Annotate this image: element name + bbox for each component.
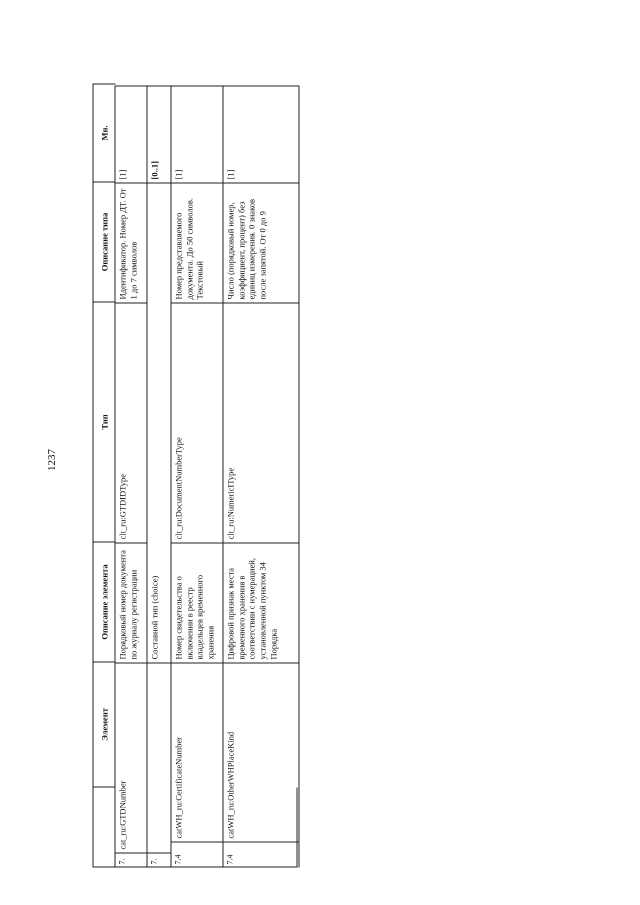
row-element: cat_ru:GTDNumber [116, 663, 148, 853]
row-type: clt_ru:GTDIDType [116, 303, 148, 543]
row-description: Порядковый номер документа по журналу регистрации [116, 543, 148, 663]
row-type-description: Идентификатор. Номер ДТ. От 1 до 7 символов [116, 183, 148, 303]
row-number: 7.4 [172, 842, 224, 868]
table-row [171, 86, 224, 868]
row-number: 7. [148, 853, 172, 868]
row-description: Цифровой признак места временного хранения в соответствии с нумерацией, установленной пунктом 34 Порядка [224, 543, 299, 663]
row-description: Номер свидетельства о включении в реестр владельцев временного хранения [172, 543, 224, 663]
row-multiplicity: [1] [116, 86, 148, 183]
row-description: Составной тип (choice) [148, 183, 172, 663]
table-header [93, 84, 116, 788]
row-element [148, 663, 172, 853]
row-multiplicity: [1] [172, 86, 224, 183]
rotated-table [93, 86, 298, 868]
row-multiplicity: [0..1] [148, 86, 172, 183]
header-multiplicity: Мн. [99, 125, 110, 141]
page-number: 1237 [46, 449, 58, 471]
row-multiplicity: [1] [224, 86, 299, 183]
row-number: 7. [116, 853, 148, 868]
table-row [147, 86, 172, 868]
header-type-description: Описание типа [94, 182, 116, 302]
row-element: catWH_ru:OtherWHPlaceKind [224, 663, 299, 842]
header-element: Элемент [94, 662, 116, 787]
row-type-description: Номер представляемого документа. До 50 символов. Текстовый [172, 183, 224, 303]
table-row [223, 86, 300, 868]
header-type: Тип [94, 302, 116, 542]
row-element: catWH_ru:CertificateNumber [172, 663, 224, 842]
row-type: clt_ru:DocumentNumberType [172, 303, 224, 543]
table-row [115, 86, 148, 868]
row-type: clt_ru:NumericIType [224, 303, 299, 543]
header-description: Описание элемента [94, 542, 116, 662]
row-type-description: Число (порядковый номер, коэффициент, процент) без единиц измерения. 0 знаков после запятой. От 0 до 9 [224, 183, 299, 303]
row-number: 7.4 [224, 842, 299, 868]
